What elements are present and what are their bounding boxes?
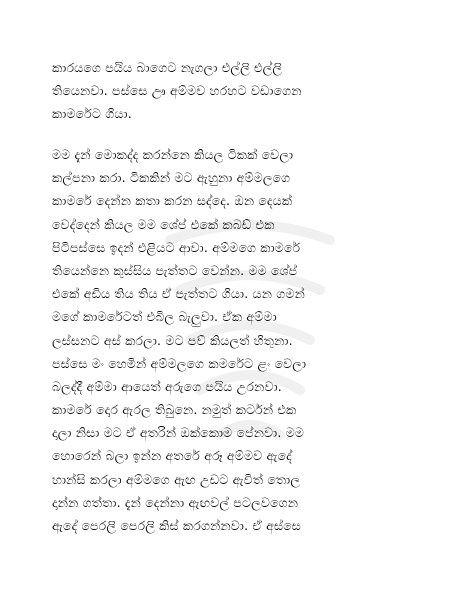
text-line: කාමරේ දෙන්න කතා කරන සද්දෙ. ඔන දෙයක් xyxy=(52,193,293,209)
paragraph-2 xyxy=(52,143,448,537)
text-line: තියෙන්නෙ කුස්සිය පැත්තට වෙන්න. මම ශේප් xyxy=(52,262,298,278)
text-line: බලද්දී අම්මා ආයෙත් අරුගෙ පයිය උරනවා. xyxy=(52,378,282,394)
text-line: වෙද්දෙන් කියල මම ශේප් එකේ කබඩ් එක xyxy=(52,216,275,232)
text-line: එකේ අඩිය තිය තිය ඒ පැත්තට ගියා. යන ගමන් xyxy=(52,286,305,302)
text-line: ඇදේ පෙරලි පෙරලි කිස් කරගන්නවා. ඒ අස්සෙ xyxy=(52,518,301,533)
text-line: කාරයගෙ පයිය බාගෙට නැගලා එල්ලි එල්ලි xyxy=(52,60,283,75)
text-line: දාලා නිසා මට ඒ අතරින් ඔක්කොම පේනවා. මම xyxy=(52,425,305,441)
text-line: පිටිපස්සෙ ඉදන් එළියට ආවා. අම්මගෙ කාමරේ xyxy=(52,239,301,255)
text-line: තියෙනවා. පස්සෙ ඌ අම්මව හරහට වඩාගෙන xyxy=(52,83,302,99)
text-line: පස්සෙ මං හෙමින් අම්මලගෙ කමරේට ළං වෙලා xyxy=(52,355,307,371)
text-line: කාමරේ දොර ඇරල තිබුනෙ. නමුත් කර්ටන් එක xyxy=(52,402,297,418)
paragraph-1 xyxy=(52,56,448,126)
text-line: කල්පනා කරා. ටිකකින් මට ඇහුනා අම්මලගෙ xyxy=(52,170,291,186)
text-line: හොරෙන් බලා ඉන්න අතරේ අරූ අම්මව ඇදේ xyxy=(52,448,292,464)
text-line: මම දැන් මොකද්ද කරන්නෙ කියල ටිකක් වෙලා xyxy=(52,147,294,162)
text-line: මගේ කාමරේටත් එබිල බැලුවා. ඒක අම්මා xyxy=(52,309,277,325)
text-line: කාමරේට ගියා. xyxy=(52,106,132,122)
text-line: හාන්සි කරලා අම්මගෙ ඇඟ උඩට ඇවිත් තොල xyxy=(52,471,301,487)
text-line: ලස්සනට අස් කරලා. මට පව් කියලත් හිතුනා. xyxy=(52,332,293,348)
text-line: දාන්න ගත්තා. දැන් දෙන්නා ඇඟවල් පටලවගෙන xyxy=(52,494,299,510)
